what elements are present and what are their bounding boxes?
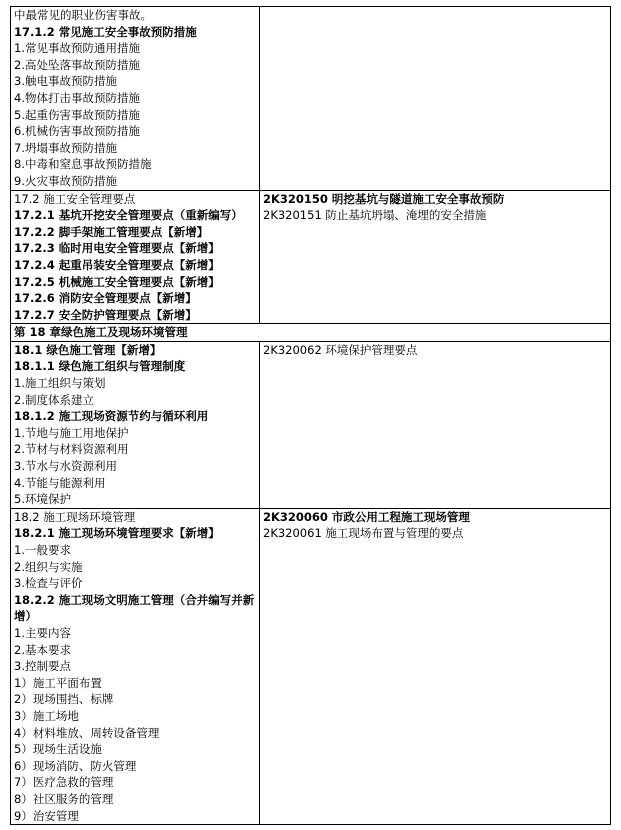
current-edition-cell bbox=[11, 341, 260, 508]
outline-line: 3）施工场地 bbox=[14, 708, 79, 723]
outline-line: 3.控制要点 bbox=[14, 659, 71, 674]
outline-line: 17.2.7 安全防护管理要点【新增】 bbox=[14, 307, 197, 322]
previous-edition-cell bbox=[260, 341, 611, 508]
outline-line: 2K320062 环境保护管理要点 bbox=[263, 342, 418, 357]
outline-line: 8.中毒和窒息事故预防措施 bbox=[14, 157, 152, 172]
outline-line: 3.触电事故预防措施 bbox=[14, 74, 117, 89]
outline-line: 3.检查与评价 bbox=[14, 576, 83, 591]
outline-line: 18.2 施工现场环境管理 bbox=[14, 509, 136, 524]
outline-line: 2.高处坠落事故预防措施 bbox=[14, 57, 140, 72]
outline-line: 4）材料堆放、周转设备管理 bbox=[14, 725, 160, 740]
syllabus-comparison-table bbox=[10, 6, 611, 825]
outline-line: 6）现场消防、防火管理 bbox=[14, 758, 137, 773]
previous-edition-cell bbox=[260, 7, 611, 191]
previous-edition-cell bbox=[260, 190, 611, 324]
outline-line: 2K320150 明挖基坑与隧道施工安全事故预防 bbox=[263, 191, 505, 206]
outline-line: 18.2.2 施工现场文明施工管理（合并编写并新增） bbox=[14, 592, 255, 624]
outline-line: 第 18 章绿色施工及现场环境管理 bbox=[14, 325, 188, 340]
outline-line: 18.1 绿色施工管理【新增】 bbox=[14, 342, 162, 357]
outline-line: 2K320151 防止基坑坍塌、淹埋的安全措施 bbox=[263, 208, 487, 223]
outline-line: 8）社区服务的管理 bbox=[14, 791, 114, 806]
chapter-heading-cell bbox=[11, 324, 611, 342]
outline-line: 1.施工组织与策划 bbox=[14, 376, 106, 391]
current-edition-cell bbox=[11, 7, 260, 191]
outline-line: 17.2.6 消防安全管理要点【新增】 bbox=[14, 291, 197, 306]
outline-line: 17.2.5 机械施工安全管理要点【新增】 bbox=[14, 274, 220, 289]
outline-line: 1.主要内容 bbox=[14, 625, 71, 640]
outline-line: 17.2.2 脚手架施工管理要点【新增】 bbox=[14, 224, 209, 239]
table-row bbox=[11, 341, 611, 508]
outline-line: 17.2 施工安全管理要点 bbox=[14, 191, 136, 206]
table-row bbox=[11, 190, 611, 324]
outline-line: 18.1.1 绿色施工组织与管理制度 bbox=[14, 359, 186, 374]
outline-line: 18.1.2 施工现场资源节约与循环利用 bbox=[14, 409, 209, 424]
outline-line: 1.节地与施工用地保护 bbox=[14, 425, 129, 440]
outline-line: 2K320061 施工现场布置与管理的要点 bbox=[263, 526, 464, 541]
outline-line: 2.节材与材料资源利用 bbox=[14, 442, 129, 457]
outline-line: 4.物体打击事故预防措施 bbox=[14, 90, 140, 105]
current-edition-cell bbox=[11, 190, 260, 324]
table-row bbox=[11, 508, 611, 824]
table-row bbox=[11, 324, 611, 342]
current-edition-cell bbox=[11, 508, 260, 824]
outline-line: 5.起重伤害事故预防措施 bbox=[14, 107, 140, 122]
outline-line: 1）施工平面布置 bbox=[14, 675, 102, 690]
previous-edition-cell bbox=[260, 508, 611, 824]
outline-line: 17.2.1 基坑开挖安全管理要点（重新编写） bbox=[14, 208, 243, 223]
outline-line: 9）治安管理 bbox=[14, 808, 79, 823]
outline-line: 5.环境保护 bbox=[14, 492, 71, 507]
outline-line: 4.节能与能源利用 bbox=[14, 475, 106, 490]
outline-line: 1.一般要求 bbox=[14, 543, 71, 557]
outline-line: 7）医疗急救的管理 bbox=[14, 775, 114, 790]
table-body bbox=[11, 7, 611, 825]
outline-line: 2）现场围挡、标牌 bbox=[14, 692, 114, 707]
outline-line: 中最常见的职业伤害事故。 bbox=[14, 8, 152, 22]
outline-line: 3.节水与水资源利用 bbox=[14, 459, 117, 474]
outline-line: 2.组织与实施 bbox=[14, 559, 83, 574]
outline-line: 1.常见事故预防通用措施 bbox=[14, 41, 140, 56]
outline-line: 17.1.2 常见施工安全事故预防措施 bbox=[14, 24, 197, 39]
outline-line: 18.2.1 施工现场环境管理要求【新增】 bbox=[14, 526, 220, 541]
outline-line: 2K320060 市政公用工程施工现场管理 bbox=[263, 509, 470, 524]
outline-line: 5）现场生活设施 bbox=[14, 742, 102, 757]
outline-line: 17.2.4 起重吊装安全管理要点【新增】 bbox=[14, 257, 220, 272]
outline-line: 2.基本要求 bbox=[14, 642, 71, 657]
outline-line: 2.制度体系建立 bbox=[14, 392, 94, 407]
table-row bbox=[11, 7, 611, 191]
outline-line: 7.坍塌事故预防措施 bbox=[14, 140, 117, 155]
outline-line: 9.火灾事故预防措施 bbox=[14, 173, 117, 188]
outline-line: 17.2.3 临时用电安全管理要点【新增】 bbox=[14, 241, 220, 256]
outline-line: 6.机械伤害事故预防措施 bbox=[14, 124, 140, 139]
